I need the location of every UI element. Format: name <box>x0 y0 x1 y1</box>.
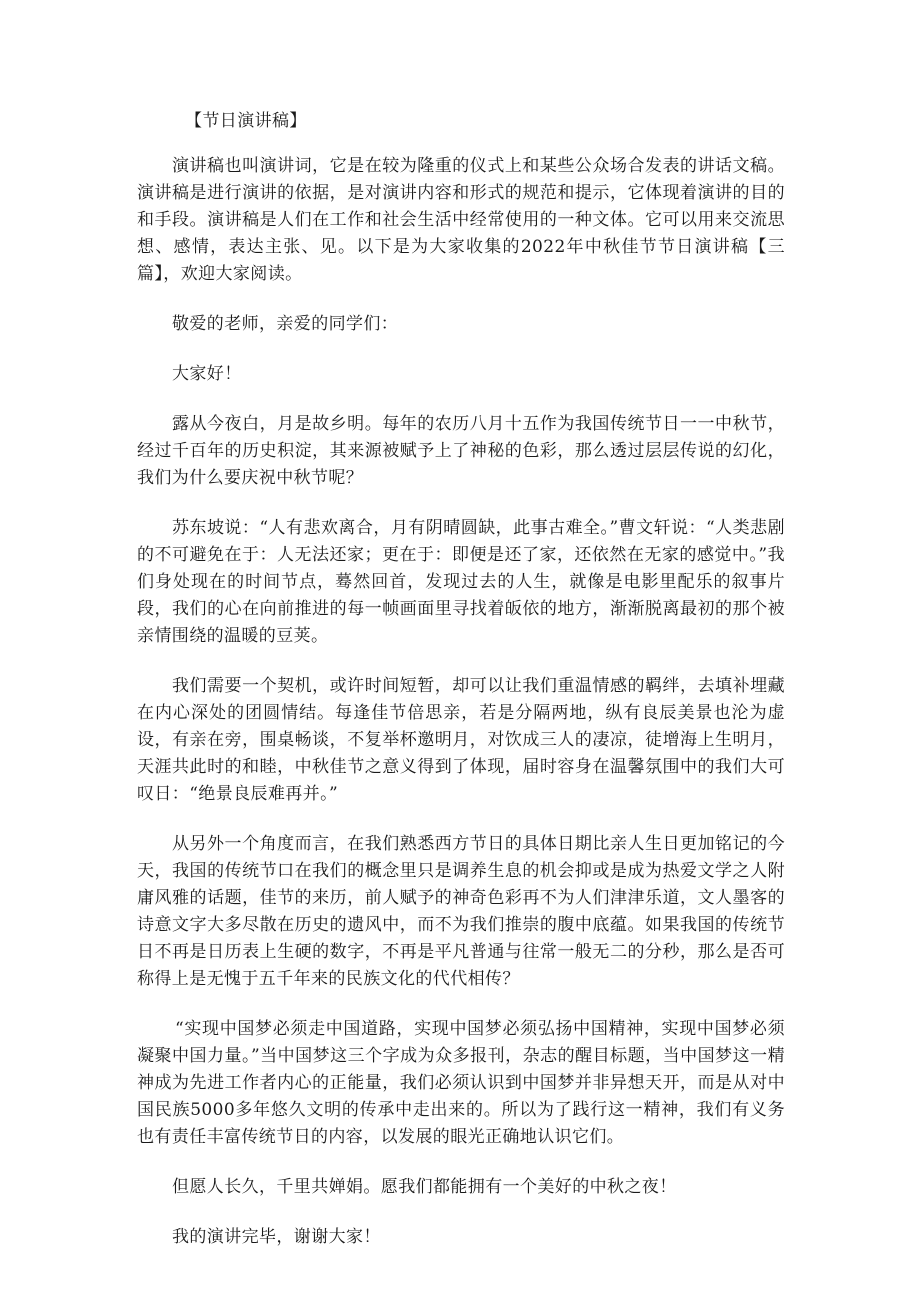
document-title: 【节日演讲稿】 <box>185 111 307 131</box>
intro-paragraph: 演讲稿也叫演讲词，它是在较为隆重的仪式上和某些公众场合发表的讲话文稿。演讲稿是进行演讲的依据，是对演讲内容和形式的规范和提示，它体现着演讲的目的和手段。演讲稿是人们在工作和社会生活中经常使用的一种文体。它可以用来交流思想、感情，表达主张、见。以下是为大家收集的2022年中秋佳节节日演讲稿【三篇】，欢迎大家阅读。 <box>137 156 785 284</box>
body-paragraph-4: 从另外一个角度而言，在我们熟悉西方节日的具体日期比亲人生日更加铭记的今天，我国的传统节口在我们的概念里只是调养生息的机会抑或是成为热爱文学之人附庸风雅的话题，佳节的来历，前人赋予的神奇色彩再不为人们津津乐道，文人墨客的诗意文字大多尽散在历史的遗风中，而不为我们推崇的腹中底蕴。如果我国的传统节日不再是日历表上生硬的数字，不再是平凡普通与往常一般无二的分秒，那么是否可称得上是无愧于五千年来的民族文化的代代相传？ <box>137 834 785 989</box>
greeting-paragraph: 大家好！ <box>172 364 242 384</box>
body-paragraph-2: 苏东坡说：“人有悲欢离合，月有阴晴圆缺，此事古难全。”曹文轩说：“人类悲剧的不可避免在于：人无法还家；更在于：即便是还了家，还依然在无家的感觉中。”我们身处现在的时间节点，蓦然回首，发现过去的人生，就像是电影里配乐的叙事片段，我们的心在向前推进的每一帧画面里寻找着皈依的地方，渐渐脱离最初的那个被亲情围绕的温暖的豆荚。 <box>137 518 785 646</box>
body-paragraph-5: “实现中国梦必须走中国道路，实现中国梦必须弘扬中国精神，实现中国梦必须凝聚中国力量。”当中国梦这三个字成为众多报刊，杂志的醒目标题，当中国梦这一精神成为先进工作者内心的正能量，我们必须认识到中国梦并非异想天开，而是从对中国民族5000多年悠久文明的传承中走出来的。所以为了践行这一精神，我们有义务也有责任丰富传统节日的内容，以发展的眼光正确地认识它们。 <box>137 1019 785 1147</box>
body-paragraph-3: 我们需要一个契机，或许时间短暂，却可以让我们重温情感的羁绊，去填补埋藏在内心深处的团圆情结。每逢佳节倍思亲，若是分隔两地，纵有良辰美景也沦为虚设，有亲在旁，围桌畅谈，不复举杯邀明月，对饮成三人的凄凉，徒增海上生明月，天涯共此时的和睦，中秋佳节之意义得到了体现，届时容身在温馨氛围中的我们大可叹日：“绝景良辰难再并。” <box>137 676 785 804</box>
closing-wish-paragraph: 但愿人长久，千里共婵娟。愿我们都能拥有一个美好的中秋之夜！ <box>172 1177 677 1197</box>
closing-thanks-paragraph: 我的演讲完毕，谢谢大家！ <box>172 1227 381 1247</box>
document-body <box>137 108 785 1274</box>
salutation-paragraph: 敬爱的老师，亲爱的同学们： <box>172 314 399 334</box>
body-paragraph-1: 露从今夜白，月是故乡明。每年的农历八月十五作为我国传统节日一一中秋节，经过千百年的历史积淀，其来源被赋予上了神秘的色彩，那么透过层层传说的幻化，我们为什么要庆祝中秋节呢？ <box>137 414 785 488</box>
